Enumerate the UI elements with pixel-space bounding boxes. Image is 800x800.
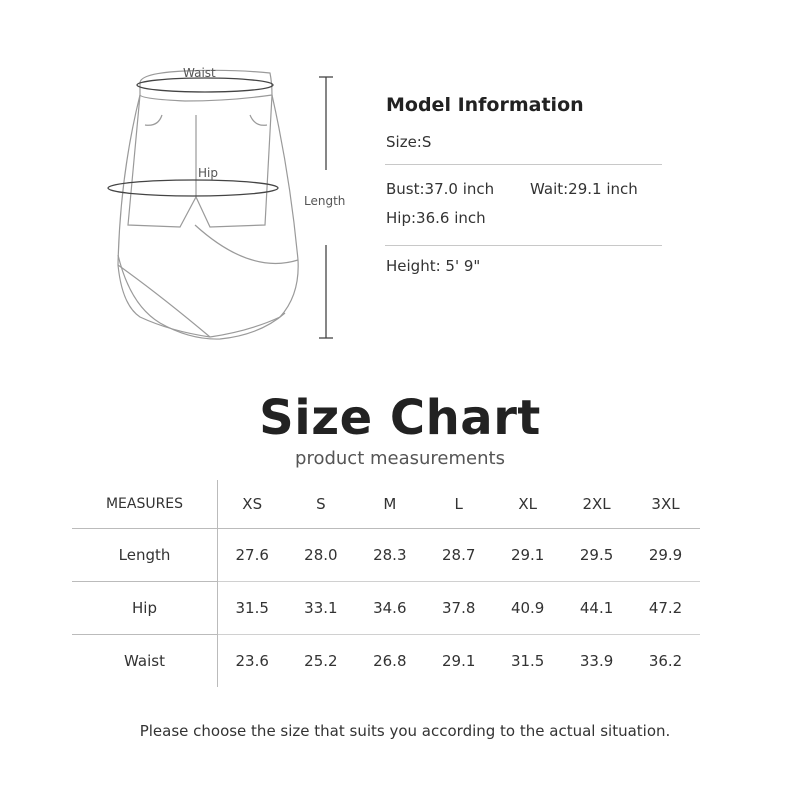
header-size-s: S (286, 480, 355, 529)
size-chart-title: Size Chart (259, 390, 541, 446)
model-waist: Wait:29.1 inch (530, 180, 638, 198)
table-header-row (72, 480, 700, 529)
size-table-container (72, 480, 700, 695)
table-cell: 25.2 (304, 652, 338, 670)
waist-measure-line (137, 78, 273, 92)
table-cell: 37.8 (424, 582, 493, 635)
table-cell: 33.9 (579, 652, 614, 670)
table-row-waist (72, 635, 700, 688)
table-cell: 31.5 (510, 652, 545, 670)
header-size-xl: XL (493, 480, 562, 529)
header-size-m: M (355, 480, 424, 529)
divider (385, 245, 662, 246)
table-cell: 31.5 (218, 582, 287, 635)
model-bust: Bust:37.0 inch (386, 180, 495, 198)
row-label: Waist (72, 635, 218, 688)
table-cell: 40.9 (493, 582, 562, 635)
length-label: Length (304, 194, 346, 208)
table-cell: 29.9 (631, 529, 700, 582)
header-measures: MEASURES (72, 480, 218, 529)
model-info-title: Model Information (386, 94, 584, 116)
model-size: Size:S (386, 133, 432, 151)
size-chart-subtitle: product measurements (295, 448, 505, 469)
divider (385, 164, 662, 165)
table-cell: 29.1 (493, 529, 562, 582)
table-cell: 28.0 (286, 529, 355, 582)
table-cell: 28.3 (355, 529, 424, 582)
size-table (72, 480, 700, 687)
table-cell: 29.1 (442, 652, 476, 670)
header-size-xs: XS (218, 480, 287, 529)
header-size-3xl: 3XL (631, 480, 700, 529)
table-cell: 27.6 (218, 529, 287, 582)
row-label: Hip (72, 582, 218, 635)
table-cell: 23.6 (235, 652, 269, 670)
table-cell: 26.8 (373, 652, 407, 670)
model-height: Height: 5' 9" (386, 257, 481, 275)
footer-note: Please choose the size that suits you according to the actual situation. (139, 722, 671, 740)
table-cell: 34.6 (355, 582, 424, 635)
table-row-hip (72, 582, 700, 635)
waist-label: Waist (183, 66, 216, 80)
hip-measure-line (108, 180, 278, 196)
shorts-outline (128, 95, 272, 227)
table-cell: 33.1 (286, 582, 355, 635)
table-cell: 36.2 (648, 652, 683, 670)
model-hip: Hip:36.6 inch (386, 209, 486, 227)
table-row-length (72, 529, 700, 582)
table-cell: 44.1 (562, 582, 631, 635)
overlay-skirt (118, 95, 298, 337)
table-cell: 28.7 (424, 529, 493, 582)
hip-label: Hip (198, 166, 218, 180)
header-size-2xl: 2XL (562, 480, 631, 529)
table-cell: 47.2 (631, 582, 700, 635)
row-label: Length (72, 529, 218, 582)
header-size-l: L (424, 480, 493, 529)
table-cell: 29.5 (562, 529, 631, 582)
